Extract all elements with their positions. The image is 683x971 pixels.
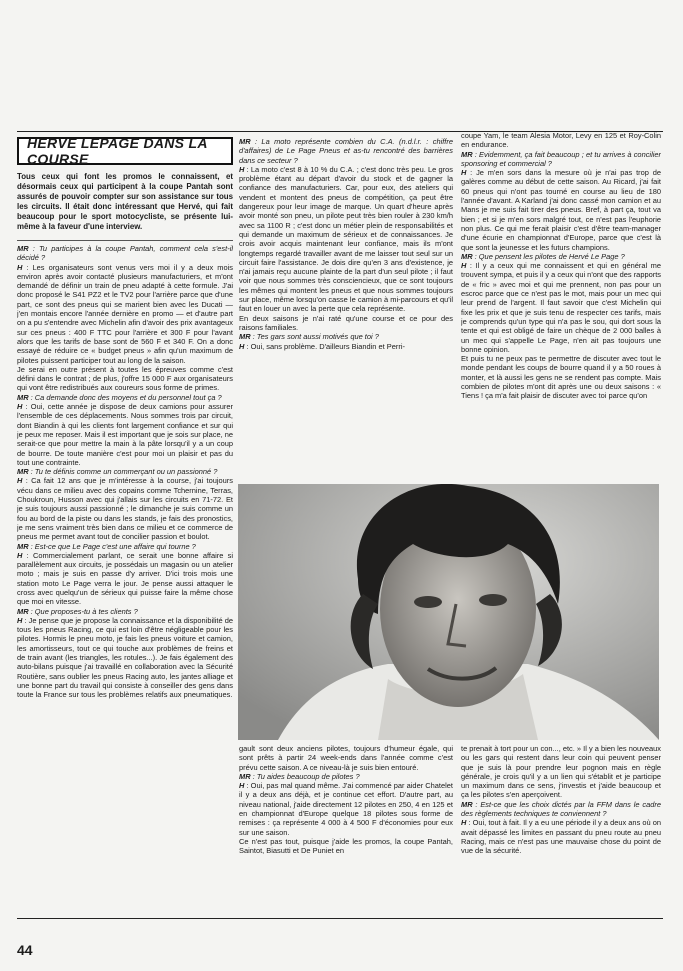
question xyxy=(461,252,661,261)
speaker-label: H xyxy=(239,781,245,791)
paragraph: Ce n'est pas tout, puisque j'aide les promos, la coupe Pantah, Saintot, Biasutti et De Puniet en xyxy=(239,836,453,856)
question xyxy=(239,137,453,165)
column-1 xyxy=(17,172,233,914)
question xyxy=(239,772,453,781)
question-text: : La moto représente combien du C.A. (n.d.l.r. : chiffre d'affaires) de Le Page Pneus et as-tu rencontré des barrières dans ce secteur ? xyxy=(239,137,453,165)
question-text: : Que pensent les pilotes de Hervé Le Page ? xyxy=(472,251,625,261)
answer xyxy=(461,261,661,354)
speaker-label: H xyxy=(17,615,23,625)
column-3-top xyxy=(461,131,661,481)
speaker-label: MR xyxy=(239,137,251,146)
bottom-rule xyxy=(17,918,663,919)
paragraph: gault sont deux anciens pilotes, toujours d'humeur égale, qui sont prêts à partir 24 week-ends dans l'année comme c'est prévu cette saison. A ce niveau-là je suis bien entouré. xyxy=(239,744,453,772)
answer-text: : Commercialement parlant, ce serait une bonne affaire si parallèlement aux circuits, je possédais un magasin ou un atelier moto ; mais je suis en passe d'y arriver. D'ici trois mois une station moto Le Page verra le jour. Je pense aussi attaquer le cross avec quelqu'un de sérieux qui puisse faire la même chose que moi en vitesse. xyxy=(17,550,233,607)
answer-text: : Oui, cette année je dispose de deux camions pour assurer l'ensemble de ces déplacements. Nous sommes trois par circuit, dont Biandin à qui les clients font largement confiance et sur qui je peux me reposer. Mais il est important que je sois sur place, ne serait-ce que pour mettre la main à la pâte lorsqu'il y a un coup de bourre. De toute manière c'est pour moi un plaisir et pas du tout une contrainte. xyxy=(17,402,233,467)
lead-paragraph: Tous ceux qui font les promos le connaissent, et désormais ceux qui participent à la coupe Pantah sont assurés de pouvoir compter sur son assistance sur tous les circuits. Il était donc intéressant que Hervé, qui fait beaucoup pour le sport motocycliste, se présente lui-même à la faveur d'une interview. xyxy=(17,172,233,231)
paragraph: te prenait à tort pour un con..., etc. » Il y a bien les nouveaux ou les gars qui restent dans leur coin qui peuvent penser que je suis là pour prendre leur pognon mais en règle générale, je crois qu'il y a un lien qui s'établit et je participe un maximum dans ce sens, j'investis et j'aide beaucoup et ça les pilotes s'en aperçoivent. xyxy=(461,744,661,800)
answer xyxy=(239,342,453,351)
answer xyxy=(17,476,233,541)
answer xyxy=(461,168,661,252)
answer xyxy=(461,818,661,855)
speaker-label: H xyxy=(17,262,23,272)
answer-text: : Oui, sans problème. D'ailleurs Biandin et Perri- xyxy=(244,341,405,351)
speaker-label: MR xyxy=(17,392,29,402)
column-3-bottom xyxy=(461,744,661,914)
column-2-bottom xyxy=(239,744,453,914)
answer xyxy=(239,165,453,314)
article-title: HERVE LEPAGE DANS LA COURSE xyxy=(27,135,208,167)
speaker-label: H xyxy=(461,168,467,178)
question xyxy=(17,542,233,551)
question-text: : Tes gars sont aussi motivés que toi ? xyxy=(250,332,379,342)
paragraph: Je serai en outre présent à toutes les épreuves comme c'est défini dans le contrat ; de plus, j'offre 15 000 F aux organisateurs qui vont être redistribués aux coureurs sous forme de primes. xyxy=(17,364,233,393)
answer-text: : Il y a ceux qui me connaissent et qui en général me trouvent sympa, et puis il y a ceux qui n'ont que des rapports de « fric » avec moi et qui me prennent, non pas pour un escroc parce que ce n'est pas le mot, mais pour un mec qui leur prend de l'argent. Il faut savoir que c'est Michelin qui fixe les prix et que je suis tenu de respecter ces tarifs, mais je comprends qu'un type qui n'a pas le sou, qui dort sous la tente et qui est obligé de faire un chèque de 2 000 balles à un mec qui s'appelle Le Page, n'en ait pas toujours une bonne opinion. xyxy=(461,261,661,354)
speaker-label: MR xyxy=(17,467,29,477)
question xyxy=(461,800,661,819)
question-text: : Tu te définis comme un commerçant ou un passionné ? xyxy=(28,467,218,477)
article-title-box xyxy=(17,137,233,165)
question-text: : Ca demande donc des moyens et du personnel tout ça ? xyxy=(28,392,222,402)
question xyxy=(17,467,233,476)
speaker-label: H xyxy=(461,261,467,271)
question-text: : Tu aides beaucoup de pilotes ? xyxy=(250,771,360,781)
paragraph: Et puis tu ne peux pas te permettre de discuter avec tout le monde pendant les coups de bourre quand il y a 50 roues à monter, et là aussi les gens ne se rendent pas compte. Mais combien de pilotes m'ont dit après une ou deux saisons : « Tiens ! ça m'a fait plaisir de discuter avec toi parce qu'on xyxy=(461,354,661,401)
answer xyxy=(17,616,233,700)
answer xyxy=(17,402,233,467)
question xyxy=(17,393,233,402)
speaker-label: H xyxy=(239,341,245,351)
answer xyxy=(17,551,233,607)
page-number: 44 xyxy=(17,942,33,958)
speaker-label: H xyxy=(17,402,23,412)
speaker-label: MR xyxy=(239,332,251,342)
speaker-label: MR xyxy=(461,251,473,261)
speaker-label: MR xyxy=(239,771,251,781)
speaker-label: MR xyxy=(17,606,29,616)
question xyxy=(17,607,233,616)
question xyxy=(17,244,233,263)
answer-text: : Les organisateurs sont venus vers moi il y a deux mois environ après avoir contacté plusieurs manufacturiers, et m'ont demandé de définir un train de pneu adapté à cette formule. J'ai donc proposé le S41 PZ2 et le TV2 pour l'arrière parce que d'une part, ce sont des pneus qui se marient bien avec les Ducati — j'en montais encore l'année dernière en promo — et d'autre part on a pu s'entendre avec Michelin afin d'avoir des prix avantageux sur ces pneus : 400 F TTC pour l'arrière et 300 F pour l'avant alors que les tarifs de base sont de 560 F et 340 F. On a donc essayé de réduire ce « budget pneus » afin qu'un maximum de pilotes puissent participer tout au long de la saison. xyxy=(17,262,233,365)
answer-text: : Je pense que je propose la connaissance et la disponibilité de tous les pneus Racing, ce qui est loin d'être négligeable pour les pilotes. Hormis le pneu moto, je fais les pneus voiture et camion, les amortisseurs, tout ce qui touche aux problèmes de freins et de train avant (les triangles, les rotules...). Je fais également des auto-bilans puisque j'ai travaillé en collaboration avec la Sécurité Routière, sans oublier les pneus Racing auto, les jantes alliage et une bonne part du travail qui consiste à conseiller des gens dans toute la France sur tous les problèmes relatifs aux pneumatiques. xyxy=(17,615,233,700)
question xyxy=(239,332,453,341)
portrait-image xyxy=(238,484,659,740)
question-text: : Evidemment, ça fait beaucoup ; et tu arrives à concilier sponsoring et commercial ? xyxy=(461,149,661,168)
answer-text: : Oui, pas mal quand même. J'ai commencé par aider Chatelet il y a deux ans déjà, et je continue cet effort. D'autre part, au niveau national, j'aide directement 12 pilotes en 250, 4 en 125 et en championnat d'Europe quelque 18 pilotes sous forme de remises : ça représente 4 000 à 4 500 F d'économies pour eux sur une saison. xyxy=(239,781,453,837)
question xyxy=(461,150,661,169)
question-text: : Est-ce que Le Page c'est une affaire qui tourne ? xyxy=(28,541,196,551)
question-text: : Que proposes-tu à tes clients ? xyxy=(28,606,138,616)
lead-separator xyxy=(17,240,233,241)
speaker-label: H xyxy=(17,476,23,486)
speaker-label: H xyxy=(239,164,245,174)
paragraph: En deux saisons je n'ai raté qu'une course et ce pour des raisons familiales. xyxy=(239,313,453,332)
column-2-top xyxy=(239,137,453,481)
answer-text: : Je m'en sors dans la mesure où je n'ai pas trop de galères comme au début de cette saison. Au Ricard, j'ai fait 60 pneus qui n'ont pas tourné en course au lieu de 180 l'année d'avant. A Karland j'ai donc cassé mon camion et au Mans je me suis fait tirer des pneus. Bref, à part ça, tout va bien ; et si je m'en sors malgré tout, ce n'est pas l'euphorie non plus. Ce qui me ferait plaisir c'est d'être team-manager d'une écurie en championnat d'Europe, parce que c'est là que sont la jeunesse et les futurs champions. xyxy=(461,168,661,252)
paragraph: coupe Yam, le team Alesia Motor, Levy en 125 et Roy-Colin en endurance. xyxy=(461,131,661,150)
portrait-photo xyxy=(238,484,659,740)
answer xyxy=(239,781,453,837)
speaker-label: MR xyxy=(461,799,473,809)
speaker-label: H xyxy=(461,818,467,828)
speaker-label: MR xyxy=(461,149,473,159)
question-text: : Est-ce que les choix dictés par la FFM dans le cadre des règlements techniques te conviennent ? xyxy=(461,799,661,819)
question-text: : Tu participes à la coupe Pantah, comment cela s'est-il décidé ? xyxy=(17,244,233,263)
speaker-label: H xyxy=(17,550,23,560)
answer-text: : La moto c'est 8 à 10 % du C.A. ; c'est donc très peu. Le gros problème étant au départ d'avoir du stock et de gagner la confiance des manufacturiers. Car, pour eux, des ateliers qui vendent et montent des pneus de compétition, ça peut être dangereux pour leur image de marque. Un quart d'heure après avoir monté son pneu, un pilote peut très bien rouler à 230 km/h avec sa 1100 R ; c'est donc un métier plein de responsabilités et qui demande un maximum de sérieux et de connaissances. Je crois avoir acquis maintenant leur confiance, mais ils m'ont longtemps regardé travailler avant de me laisser tout seul sur un circuit faire l'assistance. Je dois dire qu'en 3 ans d'existence, je n'ai jamais reçu aucune plainte de la part d'un seul pilote ; il faut voir que nous sommes très consciencieux, que ce sont toujours les mêmes qui montent les pneus et que nous sommes toujours sur place, même lorsqu'on casse le camion à mi-parcours et qu'il faut en louer un avec la perte que cela représente. xyxy=(239,164,453,314)
answer-text: : Oui, tout à fait. Il y a eu une période il y a deux ans où on avait dépassé les limites en passant du pneu route au pneu Racing, mais ce n'est pas une mauvaise chose du point de vue de la sécurité. xyxy=(461,818,661,856)
answer xyxy=(17,263,233,365)
answer-text: : Ca fait 12 ans que je m'intéresse à la course, j'ai toujours vécu dans ce milieu avec des copains comme Tchernine, Terras, Choukroun, Husson avec qui j'allais sur les circuits en 71-72. Et je suis toujours aussi passionné ; le dimanche je suis comme un fou au bord de la piste ou dans les stands, je fais des pronostics, je me sens vraiment très bien dans ce milieu et ce commerce de pneus me permet avant tout de concilier passion et boulot. xyxy=(17,476,233,542)
speaker-label: MR xyxy=(17,541,29,551)
speaker-label: MR xyxy=(17,244,29,253)
